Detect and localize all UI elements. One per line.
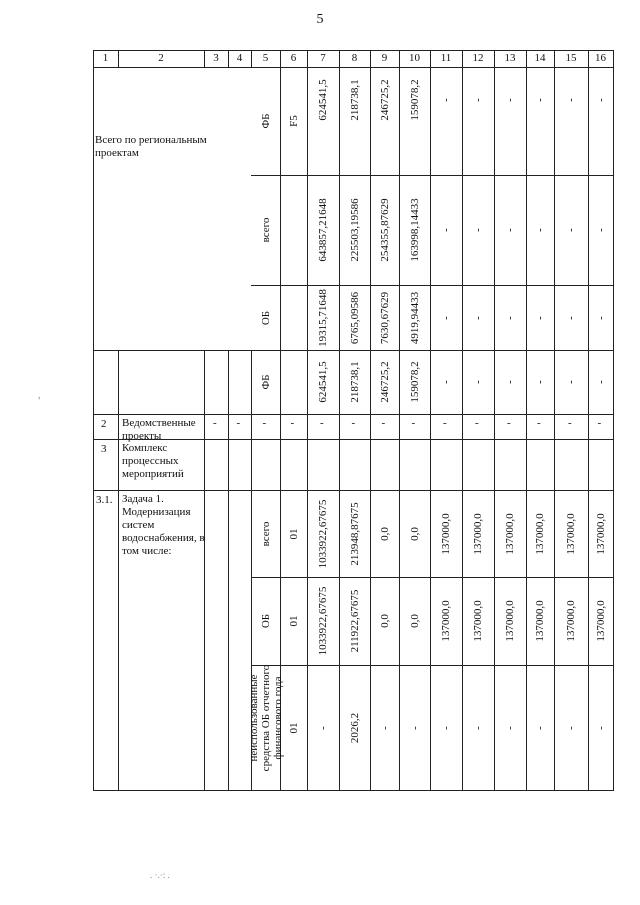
regional-dash: -: [594, 315, 607, 320]
regional-value: 246725,2: [378, 361, 391, 403]
table-border: [588, 50, 589, 790]
fb-dash: -: [594, 98, 607, 102]
regional-dash: -: [440, 228, 452, 232]
departmental-dash: -: [290, 417, 295, 429]
fb-value: 159078,2: [408, 79, 421, 121]
regional-value: 159078,2: [408, 361, 421, 403]
departmental-dash: -: [213, 417, 217, 429]
table-border: [251, 175, 613, 176]
column-header-9: 9: [381, 52, 388, 64]
regional-dash: -: [534, 380, 546, 384]
departmental-dash: -: [443, 417, 447, 429]
regional-row-label: ФБ: [259, 374, 272, 390]
fb-dash: -: [472, 98, 484, 102]
regional-value: 19315,71648: [317, 288, 329, 347]
departmental-dash: -: [351, 417, 356, 429]
regional-dash: -: [440, 380, 452, 384]
departmental-dash: -: [236, 417, 241, 429]
task-value: 137000,0: [504, 512, 516, 555]
table-border: [526, 50, 527, 790]
task-value: -: [378, 725, 391, 730]
departmental-dash: -: [537, 417, 541, 429]
departmental-dash: -: [320, 417, 324, 429]
regional-value: 163998,14433: [408, 198, 421, 262]
task-value: 137000,0: [440, 600, 452, 642]
regional-total-label: Всего по региональным проектам: [95, 134, 207, 159]
task-value: -: [472, 725, 484, 730]
regional-value: 218738,1: [348, 361, 361, 403]
departmental-dash: -: [507, 417, 511, 429]
column-header-7: 7: [320, 52, 326, 64]
task-row-label: неиспользованные средства ОБ отчетного финансового года: [247, 664, 284, 771]
table-border: [251, 577, 613, 578]
task-value: 137000,0: [594, 512, 607, 555]
table-border: [430, 50, 431, 790]
task-row-label: всего: [259, 521, 272, 546]
fb-label: ФБ: [259, 113, 272, 129]
table-border: [462, 50, 463, 790]
task-value: 0,0: [408, 526, 421, 541]
task-value: -: [594, 725, 607, 730]
departmental-dash: -: [381, 417, 386, 429]
fb-dash: -: [504, 98, 516, 102]
regional-value: 4919,94433: [408, 291, 421, 344]
column-header-8: 8: [351, 52, 358, 64]
table-border: [370, 50, 371, 790]
task-value: 137000,0: [472, 600, 484, 642]
regional-value: 7630,67629: [378, 291, 391, 344]
table-border: [93, 350, 613, 351]
task-value: -: [504, 725, 516, 730]
regional-dash: -: [534, 228, 546, 232]
regional-value: 643857,21648: [317, 198, 329, 262]
regional-dash: -: [565, 228, 577, 232]
regional-row-label: ОБ: [259, 310, 272, 325]
table-border: [613, 50, 614, 791]
regional-dash: -: [472, 315, 484, 320]
regional-value: 254355,87629: [378, 198, 391, 262]
regional-dash: -: [565, 315, 577, 320]
task-row-code: 01: [287, 722, 300, 733]
column-header-3: 3: [213, 52, 219, 64]
page-number: 5: [316, 12, 324, 27]
departmental-dash: -: [597, 417, 602, 429]
row-label-process: Комплекс процессных мероприятий: [122, 442, 184, 480]
regional-dash: -: [504, 228, 516, 232]
task-value: 1033922,67675: [317, 586, 329, 656]
departmental-dash: -: [411, 417, 416, 429]
column-header-16: 16: [595, 52, 606, 64]
task-value: 137000,0: [594, 600, 607, 642]
column-header-10: 10: [409, 52, 420, 64]
table-border: [118, 350, 119, 790]
task-value: 0,0: [378, 614, 391, 628]
task-value: 137000,0: [534, 600, 546, 642]
scan-artifact: . ·.·: .: [150, 870, 170, 880]
regional-dash: -: [594, 380, 607, 384]
task-value: 211922,67675: [348, 589, 361, 653]
regional-value: 624541,5: [317, 361, 329, 403]
column-header-11: 11: [440, 52, 452, 64]
table-border: [93, 67, 613, 68]
task-value: 137000,0: [440, 512, 452, 555]
column-header-1: 1: [102, 52, 109, 64]
task-value: -: [534, 725, 546, 730]
task-value: 213948,87675: [348, 501, 361, 566]
regional-dash: -: [440, 315, 452, 320]
table-border: [93, 50, 613, 51]
table-border: [228, 350, 229, 790]
table-border: [93, 490, 613, 491]
task-value: -: [440, 725, 452, 730]
task-row-label: ОБ: [259, 613, 272, 629]
regional-dash: -: [504, 315, 516, 320]
fb-dash: -: [440, 98, 452, 102]
table-border: [93, 790, 613, 791]
task-value: 0,0: [408, 614, 421, 628]
task-value: 2026,2: [348, 712, 361, 743]
regional-value: 6765,09586: [348, 291, 361, 344]
column-header-15: 15: [565, 52, 577, 64]
task-value: 137000,0: [534, 512, 546, 555]
task-value: 137000,0: [504, 600, 516, 642]
table-border: [93, 414, 613, 415]
task-value: 0,0: [378, 526, 391, 541]
task-value: 137000,0: [472, 512, 484, 555]
table-border: [339, 50, 340, 790]
departmental-dash: -: [568, 417, 572, 429]
regional-dash: -: [504, 380, 516, 384]
task-value: 1033922,67675: [317, 499, 329, 568]
regional-dash: -: [594, 228, 607, 232]
table-border: [251, 285, 613, 286]
regional-value: 225503,19586: [348, 198, 361, 262]
fb-dash: -: [565, 98, 577, 102]
fb-value: 624541,5: [317, 79, 329, 121]
column-header-14: 14: [534, 52, 546, 64]
table-border: [204, 350, 205, 790]
task-value: 137000,0: [565, 512, 577, 555]
task-row-code: 01: [287, 528, 300, 539]
column-header-2: 2: [158, 52, 164, 64]
regional-dash: -: [472, 380, 484, 384]
table-border: [307, 50, 308, 790]
scan-artifact: ,: [38, 390, 41, 401]
row-label-task: Задача 1. Модернизация систем водоснабжения, в том числе:: [122, 493, 205, 557]
regional-dash: -: [565, 380, 577, 384]
fb-dash: -: [534, 98, 546, 102]
table-border: [93, 50, 94, 790]
column-header-4: 4: [236, 52, 243, 64]
column-header-12: 12: [472, 52, 484, 64]
budget-table: [93, 50, 613, 790]
fb-value: 218738,1: [348, 79, 361, 121]
row-number: 2: [101, 418, 107, 430]
task-value: -: [408, 725, 421, 730]
column-header-13: 13: [504, 52, 516, 64]
task-value: -: [317, 725, 329, 730]
regional-dash: -: [534, 315, 546, 320]
task-value: 137000,0: [565, 600, 577, 642]
column-header-5: 5: [262, 52, 269, 64]
row-number: 3.1.: [96, 494, 113, 506]
table-border: [251, 665, 613, 666]
regional-dash: -: [472, 228, 484, 232]
departmental-dash: -: [475, 417, 479, 429]
fb-code: F5: [287, 115, 300, 127]
row-label-departmental: Ведомственные проекты: [122, 417, 196, 442]
row-number: 3: [101, 443, 107, 455]
table-border: [554, 50, 555, 790]
task-row-code: 01: [287, 615, 300, 627]
task-value: -: [565, 725, 577, 730]
fb-value: 246725,2: [378, 79, 391, 121]
table-border: [399, 50, 400, 790]
column-header-6: 6: [290, 52, 297, 64]
departmental-dash: -: [262, 417, 267, 429]
regional-row-label: всего: [259, 217, 272, 243]
table-border: [494, 50, 495, 790]
